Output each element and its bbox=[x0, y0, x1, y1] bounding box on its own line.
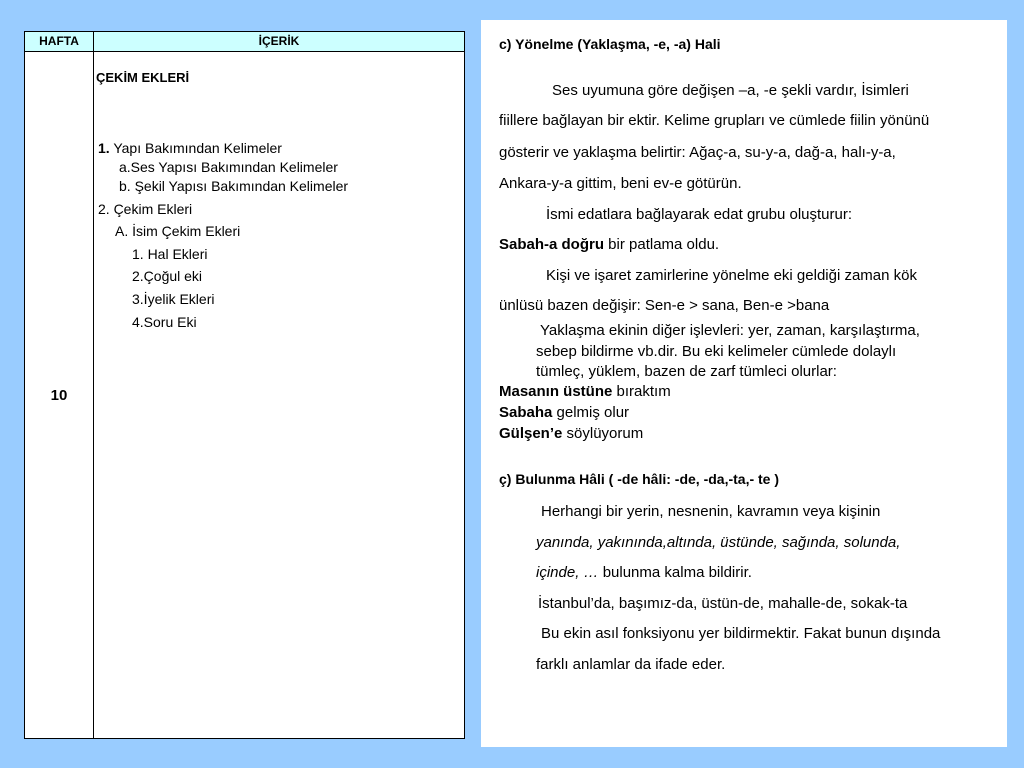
week-number: 10 bbox=[50, 387, 68, 404]
example4-rest: söylüyorum bbox=[562, 425, 644, 442]
heading-yonelme: c) Yönelme (Yaklaşma, -e, -a) Hali bbox=[499, 36, 721, 52]
list-item-1 bbox=[98, 140, 282, 156]
example1 bbox=[499, 236, 719, 253]
list-item-1a: a.Ses Yapısı Bakımından Kelimeler bbox=[119, 159, 338, 175]
example1-bold: Sabah-a doğru bbox=[499, 236, 605, 253]
para1-line4: Ankara-y-a gittim, beni ev-e götürün. bbox=[499, 175, 742, 192]
para7-line2: farklı anlamlar da ifade eder. bbox=[536, 656, 726, 673]
example4-bold: Gülşen’e bbox=[499, 425, 563, 442]
para4-line3: tümleç, yüklem, bazen de zarf tümleci olurlar: bbox=[536, 363, 837, 380]
para1-line1: Ses uyumuna göre değişen –a, -e şekli vardır, İsimleri bbox=[552, 82, 909, 99]
list-subitem-2: 2.Çoğul eki bbox=[132, 268, 203, 284]
para3-line2: ünlüsü bazen değişir: Sen-e > sana, Ben-e >bana bbox=[499, 297, 830, 314]
table-header-row bbox=[25, 32, 464, 52]
list-item-1-text: Yapı Bakımından Kelimeler bbox=[109, 140, 282, 156]
example3 bbox=[499, 404, 629, 421]
list-item-2a: A. İsim Çekim Ekleri bbox=[115, 223, 241, 239]
header-hafta: HAFTA bbox=[39, 34, 79, 48]
content-title: ÇEKİM EKLERİ bbox=[96, 70, 190, 85]
para2: İsmi edatlara bağlayarak edat grubu oluşturur: bbox=[546, 206, 853, 223]
para1-line2: fiillere bağlayan bir ektir. Kelime grupları ve cümlede fiilin yönünü bbox=[499, 112, 930, 129]
para3-line1: Kişi ve işaret zamirlerine yönelme eki geldiği zaman kök bbox=[546, 267, 917, 284]
example1-rest: bir patlama oldu. bbox=[604, 236, 720, 253]
example3-rest: gelmiş olur bbox=[552, 404, 630, 421]
para4-line1: Yaklaşma ekinin diğer işlevleri: yer, zaman, karşılaştırma, bbox=[540, 322, 920, 339]
table-content-cell bbox=[94, 52, 464, 738]
example2 bbox=[499, 383, 671, 400]
list-item-1b: b. Şekil Yapısı Bakımından Kelimeler bbox=[119, 178, 349, 194]
para7-line1: Bu ekin asıl fonksiyonu yer bildirmektir. Fakat bunun dışında bbox=[541, 625, 941, 642]
list-item-2: 2. Çekim Ekleri bbox=[98, 201, 193, 217]
example4 bbox=[499, 425, 643, 442]
list-item-1-number: 1. bbox=[98, 140, 110, 156]
heading-bulunma: ç) Bulunma Hâli ( -de hâli: -de, -da,-ta,- te ) bbox=[499, 471, 780, 487]
para5-line3-rest: bulunma kalma bildirir. bbox=[598, 564, 752, 581]
para5-line3-italic: içinde, … bbox=[536, 564, 599, 581]
list-subitem-1: 1. Hal Ekleri bbox=[132, 246, 208, 262]
header-icerik: İÇERİK bbox=[258, 34, 300, 48]
example2-bold: Masanın üstüne bbox=[499, 383, 613, 400]
list-subitem-4: 4.Soru Eki bbox=[132, 314, 197, 330]
example3-bold: Sabaha bbox=[499, 404, 553, 421]
para5-line3 bbox=[536, 564, 752, 581]
example2-rest: bıraktım bbox=[612, 383, 671, 400]
para5-line1: Herhangi bir yerin, nesnenin, kavramın veya kişinin bbox=[541, 503, 881, 520]
para1-line3: gösterir ve yaklaşma belirtir: Ağaç-a, su-y-a, dağ-a, halı-y-a, bbox=[499, 144, 896, 161]
para6: İstanbul’da, başımız-da, üstün-de, mahalle-de, sokak-ta bbox=[538, 595, 908, 612]
para4-line2: sebep bildirme vb.dir. Bu eki kelimeler cümlede dolaylı bbox=[536, 343, 897, 360]
para5-line2: yanında, yakınında,altında, üstünde, sağında, solunda, bbox=[536, 534, 901, 551]
list-subitem-3: 3.İyelik Ekleri bbox=[132, 291, 215, 307]
curriculum-table bbox=[24, 31, 465, 739]
explanation-panel bbox=[481, 20, 1007, 747]
